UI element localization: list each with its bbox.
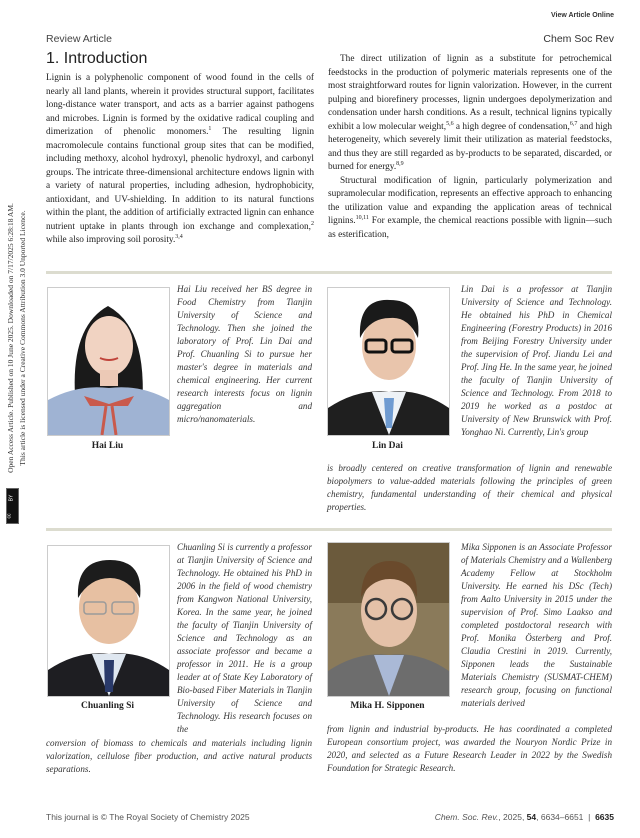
article-type-label: Review Article [46, 33, 112, 45]
footer-divider: | [583, 812, 596, 822]
journal-abbrev: Chem. Soc. Rev. [434, 812, 499, 822]
reference-link[interactable]: 3,4 [175, 233, 183, 240]
intro-paragraph-2 [328, 53, 612, 175]
licence-info-line[interactable]: This article is licensed under a Creative Commons Attribution 3.0 Unported Licence. [18, 210, 27, 466]
intro-paragraph-3 [328, 175, 612, 243]
view-article-online-link[interactable]: View Article Online [550, 12, 614, 19]
text-span: For example, the chemical reactions possible with lignin—such as esterification, [328, 216, 612, 240]
by-icon: BY [8, 494, 15, 502]
badge-background [6, 488, 19, 524]
author-photo-mika-sipponen [327, 542, 450, 697]
author-photo-chuanling-si [47, 545, 170, 697]
text-span: and high heterogeneity, which severely limit their utilization as material feedstocks, and thus they are still regarded as by-products to be separated, discarded, or burned for energy. [328, 121, 612, 172]
section-divider [46, 271, 612, 274]
author-bio-continued: from lignin and industrial by-products. He has coordinated a completed European consortium project, was awarded the Nouryon Nordic Prize in 2020, and selected as a Future Research Leader in 2022 by the Swedish Foundation for Strategic Research. [327, 724, 612, 773]
copyright-notice: This journal is © The Royal Society of Chemistry 2025 [46, 812, 250, 822]
page-number: 6635 [595, 812, 614, 822]
author-photo-hai-liu [47, 287, 170, 436]
publication-info-line: Open Access Article. Published on 10 June 2025. Downloaded on 7/17/2025 6:28:18 AM. [6, 203, 15, 473]
text-span: Structural modification of lignin, particularly polymerization and supramolecular modification, represents an effective approach to enhancing the utilization value and expanding the application areas of technical lignins. [328, 175, 612, 226]
cc-by-licence-icon[interactable] [6, 488, 28, 522]
author-bio-continued: is broadly centered on creative transformation of lignin and renewable biopolymers to value-added materials following the principles of green chemistry, fundamental understanding of their chemical and physical properties. [327, 463, 612, 512]
intro-left-column [46, 72, 314, 248]
author-bio: Lin Dai is a professor at Tianjin University of Science and Technology. He obtained his PhD in Chemical Engineering (Forestry Products) in 2016 from Beijing Forestry University under the supervision of Prof. Jiandu Lei and Prof. Jing He. In the same year, he joined the faculty of Tianjin University of Science and Technology. From 2018 to 2019 he worked as a postdoc at University of New Brunswick with Prof. Yonghao Ni. Currently, Lin's group [461, 284, 612, 437]
journal-name-label: Chem Soc Rev [543, 33, 614, 45]
text-span: a high degree of condensation, [453, 121, 570, 132]
section-divider [46, 528, 612, 531]
author-name: Chuanling Si [80, 701, 135, 711]
reference-link[interactable]: 2 [311, 220, 314, 227]
author-name: Mika H. Sipponen [350, 701, 425, 711]
reference-link[interactable]: 5,6 [446, 120, 454, 127]
section-title: 1. Introduction [46, 50, 148, 67]
citation-year: , 2025, [498, 812, 527, 822]
reference-link[interactable]: 1 [208, 125, 212, 132]
volume-number: 54 [526, 812, 537, 822]
page-range: , 6634–6651 [536, 812, 584, 822]
text-span: while also improving soil porosity. [46, 235, 176, 245]
reference-link[interactable]: 6,7 [569, 120, 578, 127]
author-bio: Hai Liu received her BS degree in Food Chemistry from Tianjin University of Science and Technology. Then she joined the laboratory of Prof. Lin Dai and Prof. Chuanling Si to pursue her master's degree in materials and chemical engineering. Her current research interests focus on lignin aggregation and micro/nanomaterials. [177, 284, 312, 424]
author-bio: Chuanling Si is currently a professor at Tianjin University of Science and Technology. He obtained his PhD in 2006 in the field of wood chemistry from Kangwon National University, Korea. In the same year, he joined the faculty of Tianjin University of Science and Technology as an associate professor and became a professor in 2011. He is a group leader at of State Key Laboratory of Bio-based Fiber Materials in Tianjin University of Science and Technology. His research focuses on the [177, 542, 312, 734]
reference-link[interactable]: 10,11 [355, 214, 369, 221]
text-span: Lignin is a polyphenolic component of wood found in the cells of nearly all land plants, wherein it provides structural support, facilitates long-distance water transport, and acts as a barrier against pathogens and microbes. Lignin is formed by the oxidative radical coupling and dimerization of phenolic monomers. [46, 73, 314, 137]
author-name: Hai Liu [91, 441, 124, 451]
text-span: The direct utilization of lignin as a substitute for petrochemical feedstocks in the production of polymeric materials represents one of the most straightforward routes for lignin valorization. However, in the current pulping and biorefinery processes, lignin undergoes depolymerization and condensation under harsh conditions. As a result, technical lignins typically exhibit a low molecular weight, [328, 54, 612, 132]
text-span: The resulting lignin macromolecule contains functional group sites that can be modified, including methoxy, alcohol hydroxyl, phenolic hydroxyl, and carbonyl groups. The intricate three-dimensional architecture endows lignin with a variety of natural properties, including adhesion, hydrophobicity, antioxidant, and UV-shielding. In addition to its natural functions within the plant, the addition of artificially extracted lignin can enhance nutrient uptake in plants through ion exchange and complexation, [46, 127, 314, 232]
author-photo-lin-dai [327, 287, 450, 436]
author-name: Lin Dai [372, 441, 403, 451]
author-bio-continued: conversion of biomass to chemicals and materials including lignin valorization, cellulose fiber production, and active natural products separations. [46, 738, 312, 774]
intro-paragraph-1 [46, 72, 314, 248]
intro-right-column [328, 53, 612, 242]
citation-info [435, 812, 614, 822]
cc-icon: cc [6, 513, 13, 519]
author-bio: Mika Sipponen is an Associate Professor of Materials Chemistry and a Wallenberg Academy Fellow at Stockholm University. He earned his DSc (Tech) from Aalto University in 2015 under the supervision of Prof. Simo Laakso and completed postdoctoral research with Prof. Monika Österberg and Prof. Claudia Crestini in 2019. Currently, Sipponen leads the Sustainable Materials Chemistry (SUSMAT-CHEM) research group, focusing on functional materials derived [461, 542, 612, 708]
reference-link[interactable]: 8,9 [396, 160, 404, 167]
